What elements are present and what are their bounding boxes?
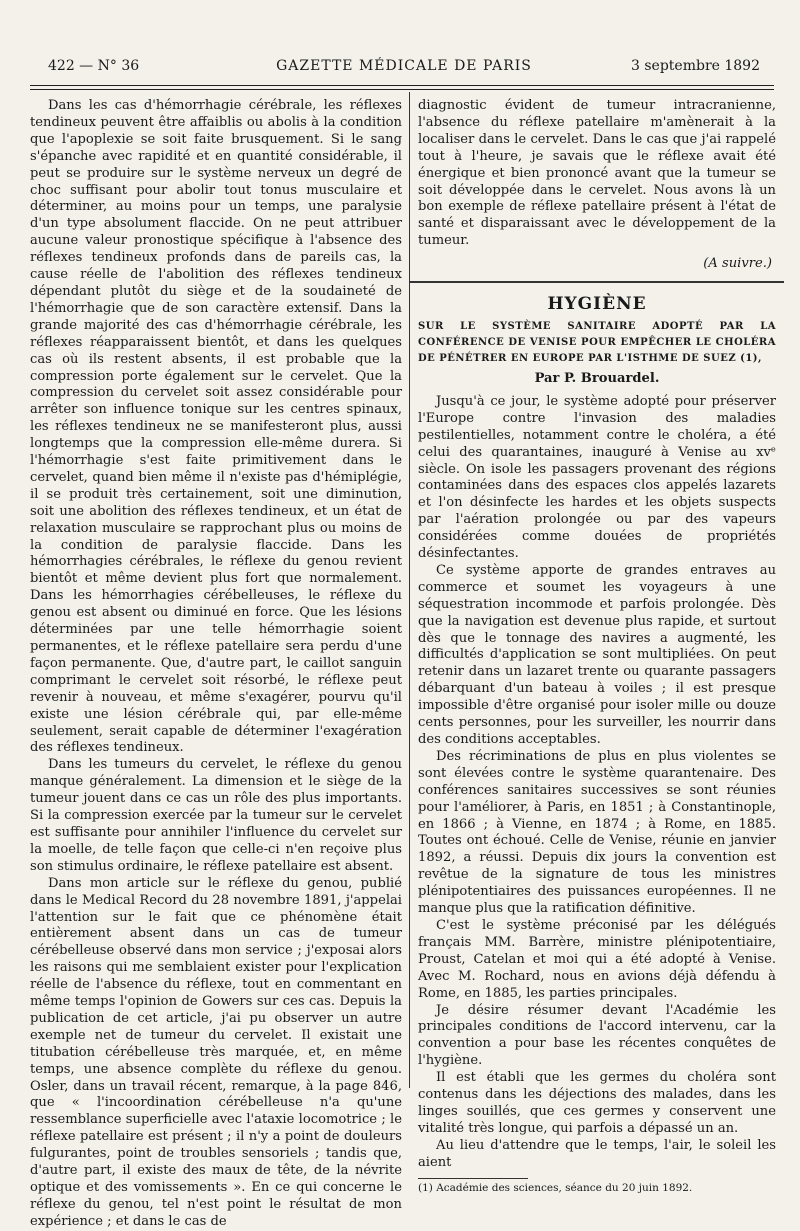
paragraph: Au lieu d'attendre que le temps, l'air, le soleil les aient — [418, 1137, 776, 1170]
continuation-paragraph: diagnostic évident de tumeur intracranienne, l'absence du réflexe patellaire m'amènerait à la localiser dans le cervelet. Dans le cas que j'ai rappelé tout à l'heure, je savais que le réflexe avait été énergique et bien prononcé avant que la tumeur se soit développée dans le cervelet. Nous avons là un bon exemple de réflexe patellaire présent à l'état de santé et disparaissant avec le développement de la tumeur. — [418, 98, 776, 249]
paragraph: Des récriminations de plus en plus violentes se sont élevées contre le système quarantenaire. Des conférences sanitaires successives se sont réunies pour l'améliorer, à Paris, en 1851 ; à Constantinople, en 1866 ; à Vienne, en 1874 ; à Rome, en 1885. Toutes ont échoué. Celle de Venise, réunie en janvier 1892, a réussi. Depuis dix jours la convention est revêtue de la signature de tous les ministres plénipotentiaires des puissances européennes. Il ne manque plus que la ratification définitive. — [418, 748, 776, 917]
to-be-continued: (A suivre.) — [703, 256, 772, 272]
paragraph: Dans mon article sur le réflexe du genou, publié dans le Medical Record du 28 novembre 1891, j'appelai l'attention sur le fait que ce phénomène était entièrement absent dans un cas de tumeur cérébelleuse observé dans mon service ; j'exposai alors les raisons qui me semblaient exister pour l'explication réelle de l'absence du réflexe, tout en commentant en même temps l'opinion de Gowers sur ces cas. Depuis la publication de cet article, j'ai pu observer un autre exemple net de tumeur du cervelet. Il existait une titubation cérébelleuse très marquée, et, en même temps, une absence complète du réflexe du genou. Osler, dans un travail récent, remarque, à la page 846, que « l'incoordination cérébelleuse n'a qu'une ressemblance superficielle avec l'ataxie locomotrice ; le réflexe patellaire est présent ; il n'y a point de douleurs fulgurantes, point de troubles sensoriels ; tandis que, d'autre part, il existe des maux de tête, de la névrite optique et des vomissements ». En ce qui concerne le réflexe du genou, tel n'est point le résultat de mon expérience ; et dans le cas de — [30, 875, 402, 1229]
right-column — [418, 98, 776, 1195]
paragraph: Jusqu'à ce jour, le système adopté pour préserver l'Europe contre l'invasion des maladies pestilentielles, notamment contre le choléra, a été celui des quarantaines, inauguré à Venise au xvᵉ siècle. On isole les passagers provenant des régions contaminées dans des espaces clos appelés lazarets et l'on désinfecte les hardes et les objets suspects par l'aération prolongée ou par des vapeurs considérées comme douées de propriétés désinfectantes. — [418, 393, 776, 562]
paragraph: C'est le système préconisé par les délégués français MM. Barrère, ministre plénipotentiaire, Proust, Catelan et moi qui a été adopté à Venise. Avec M. Rochard, nous en avions déjà défendu à Rome, en 1885, les parties principales. — [418, 917, 776, 1001]
column-divider — [409, 92, 410, 1088]
left-column — [30, 98, 402, 1231]
paragraph: Dans les tumeurs du cervelet, le réflexe du genou manque généralement. La dimension et le siège de la tumeur jouent dans ce cas un rôle des plus importants. Si la compression exercée par la tumeur sur le cervelet est suffisante pour annihiler l'influence du cervelet sur la moelle, de telle façon que celle-ci n'en reçoive plus son stimulus ordinaire, le réflexe patellaire est absent. — [30, 757, 402, 874]
journal-title: GAZETTE MÉDICALE DE PARIS — [276, 58, 532, 74]
paragraph: Dans les cas d'hémorrhagie cérébrale, les réflexes tendineux peuvent être affaiblis ou abolis à la condition que l'apoplexie se soit faite brusquement. Si le sang s'épanche avec rapidité et en quantité considérable, il peut se produire sur le système nerveux un degré de choc suffisant pour abolir tout tonus musculaire et déterminer, au moins pour un temps, une paralysie d'un type absolument flaccide. On ne peut attribuer aucune valeur pronostique spécifique à l'absence des réflexes tendineux profonds dans de pareils cas, la cause réelle de l'abolition des réflexes tendineux dépendant plutôt du siège et de la soudaineté de l'hémorrhagie que de son caractère extensif. Dans la grande majorité des cas d'hémorrhagie cérébrale, les réflexes réapparaissent bientôt, et dans les quelques cas où ils restent absents, il est probable que la compression porte également sur le cervelet. Que la compression du cervelet soit assez considérable pour arrêter son influence tonique sur les centres spinaux, les réflexes tendineux ne se manifesteront plus, aussi longtemps que la compression elle-même durera. Si l'hémorrhagie s'est faite primitivement dans le cervelet, quand bien même il n'existe pas d'hémiplégie, il se produit très certainement, soit une diminution, soit une abolition des réflexes tendineux, et un état de relaxation musculaire se rapprochant plus ou moins de la condition de paralysie flaccide. Dans les hémorrhagies cérébrales, le réflexe du genou revient bientôt et même devient plus fort que normalement. Dans les hémorrhagies cérébelleuses, le réflexe du genou est absent ou diminué en force. Que les lésions déterminées par une telle hémorrhagie soient permanentes, et le réflexe patellaire sera perdu d'une façon permanente. Que, d'autre part, le caillot sanguin comprimant le cervelet soit résorbé, le réflexe peut revenir à nouveau, et même s'exagérer, pourvu qu'il existe une lésion cérébrale qui, par elle-même seulement, serait capable de déterminer l'exagération des réflexes tendineux. — [30, 98, 402, 756]
article-author: Par P. Brouardel. — [534, 370, 660, 386]
issue-date: 3 septembre 1892 — [631, 58, 760, 74]
header-rule-inner — [30, 89, 774, 90]
page-number: 422 — N° 36 — [48, 58, 140, 74]
paragraph: Il est établi que les germes du choléra sont contenus dans les déjections des malades, dans les linges souillés, que ces germes y conservent une vitalité très longue, qui parfois a dépassé un an. — [418, 1070, 776, 1136]
paragraph: Je désire résumer devant l'Académie les principales conditions de l'accord intervenu, car la convention a pour base les récentes conquêtes de l'hygiène. — [418, 1002, 776, 1069]
article-title: SUR LE SYSTÈME SANITAIRE ADOPTÉ PAR LA CONFÉRENCE DE VENISE POUR EMPÊCHER LE CHOLÉRA DE PÉNÉTRER EN EUROPE PAR L'ISTHME DE SUEZ (1), — [418, 320, 776, 364]
footnote: (1) Académie des sciences, séance du 20 juin 1892. — [418, 1181, 693, 1194]
footnote-rule — [418, 1178, 528, 1179]
article-separator — [410, 281, 784, 286]
paragraph: Ce système apporte de grandes entraves au commerce et soumet les voyageurs à une séquestration incommode et parfois prolongée. Dès que la navigation est devenue plus rapide, et surtout dès que le tonnage des navires a augmenté, les difficultés d'application se sont multipliées. On peut retenir dans un lazaret trente ou quarante passagers débarquant d'un bateau à voiles ; il est presque impossible d'être organisé pour isoler mille ou douze cents personnes, pour les surveiller, les nourrir dans des conditions acceptables. — [418, 562, 776, 747]
running-header — [48, 58, 760, 80]
section-title: HYGIÈNE — [547, 294, 647, 315]
header-rule — [30, 85, 774, 86]
